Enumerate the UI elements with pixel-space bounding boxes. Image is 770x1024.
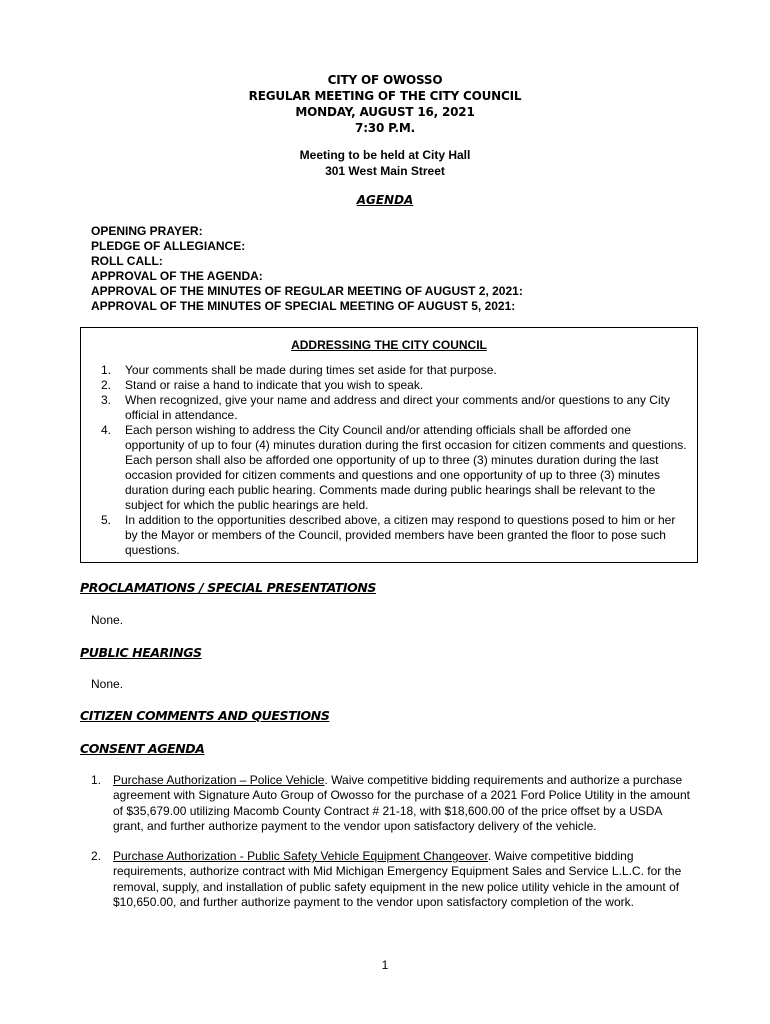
public-hearings-body: None. bbox=[91, 677, 124, 691]
meeting-date: MONDAY, AUGUST 16, 2021 bbox=[295, 105, 475, 119]
opening-item: PLEDGE OF ALLEGIANCE: bbox=[91, 239, 246, 253]
opening-item: APPROVAL OF THE MINUTES OF REGULAR MEETING OF AUGUST 2, 2021: bbox=[91, 284, 523, 298]
section-heading-public-hearings: PUBLIC HEARINGS bbox=[80, 645, 202, 660]
addressing-council-title: ADDRESSING THE CITY COUNCIL bbox=[291, 338, 487, 352]
list-item: 1. Purchase Authorization – Police Vehicle. Waive competitive bidding requirements and authorize a purchase agreement with Signature Auto Group of Owosso for the purchase of a 2021 Ford Police Utility in the amount of $35,679.00 utilizing Macomb County Contract # 21-18, with $18,600.00 of the price offset by a USDA grant, and further authorize payment to the vendor upon satisfactory delivery of the vehicle. bbox=[91, 773, 690, 833]
section-heading-proclamations: PROCLAMATIONS / SPECIAL PRESENTATIONS bbox=[80, 580, 377, 595]
opening-item: APPROVAL OF THE AGENDA: bbox=[91, 269, 263, 283]
list-item: 3. When recognized, give your name and address and direct your comments and/or questions to any City official in attendance. bbox=[101, 393, 670, 422]
list-item: 1. Your comments shall be made during times set aside for that purpose. bbox=[101, 363, 497, 377]
city-name: CITY OF OWOSSO bbox=[327, 73, 443, 87]
meeting-type: REGULAR MEETING OF THE CITY COUNCIL bbox=[248, 89, 522, 103]
opening-item: ROLL CALL: bbox=[91, 254, 163, 268]
list-item: 4. Each person wishing to address the City Council and/or attending officials shall be afforded one opportunity of up to four (4) minutes duration during the first occasion for citizen comments and questions. Each person shall also be afforded one opportunity of up to three (3) minutes duration during the last occasion provided for citizen comments and questions and one opportunity of up to three (3) minutes duration during each public hearing. Comments made during public hearings shall be relevant to the subject for which the public hearings are held. bbox=[101, 423, 687, 512]
meeting-time: 7:30 P.M. bbox=[355, 121, 415, 135]
meeting-address: 301 West Main Street bbox=[325, 164, 445, 178]
list-item: 2. Stand or raise a hand to indicate that you wish to speak. bbox=[101, 378, 424, 392]
list-item: 2. Purchase Authorization - Public Safety Vehicle Equipment Changeover. Waive competitive bidding requirements, authorize contract with Mid Michigan Emergency Equipment Sales and Service L.L.C. for the removal, supply, and installation of public safety equipment in the new police utility vehicle in the amount of $10,650.00, and further authorize payment to the vendor upon satisfactory completion of the work. bbox=[91, 849, 682, 910]
consent-agenda-list bbox=[91, 773, 691, 925]
addressing-rules-list bbox=[101, 363, 691, 558]
opening-item: OPENING PRAYER: bbox=[91, 224, 203, 238]
consent-item-title: Purchase Authorization – Police Vehicle bbox=[113, 773, 325, 787]
addressing-council-box bbox=[80, 327, 698, 563]
section-heading-consent-agenda: CONSENT AGENDA bbox=[80, 741, 205, 756]
page-number: 1 bbox=[381, 958, 389, 972]
section-heading-citizen-comments: CITIZEN COMMENTS AND QUESTIONS bbox=[80, 708, 330, 723]
meeting-location: Meeting to be held at City Hall bbox=[299, 148, 471, 162]
consent-item-text: . Waive competitive bidding requirements, authorize contract with Mid Michigan Emergency Equipment Sales and Service L.L.C. for the removal, supply, and installation of public safety equipment in the new police utility vehicle in the amount of $10,650.00, and further authorize payment to the vendor upon satisfactory completion of the work. bbox=[113, 849, 682, 910]
consent-item-title: Purchase Authorization - Public Safety Vehicle Equipment Changeover bbox=[113, 849, 488, 864]
proclamations-body: None. bbox=[91, 613, 124, 627]
list-item: 5. In addition to the opportunities described above, a citizen may respond to questions posed to him or her by the Mayor or members of the Council, provided members have been granted the floor to pose such questions. bbox=[101, 513, 676, 557]
agenda-title: AGENDA bbox=[356, 193, 414, 207]
opening-items bbox=[91, 224, 523, 314]
consent-item-text: . Waive competitive bidding requirements and authorize a purchase agreement with Signature Auto Group of Owosso for the purchase of a 2021 Ford Police Utility in the amount of $35,679.00 utilizing Macomb County Contract # 21-18, with $18,600.00 of the price offset by a USDA grant, and further authorize payment to the vendor upon satisfactory delivery of the vehicle. bbox=[113, 773, 690, 833]
opening-item: APPROVAL OF THE MINUTES OF SPECIAL MEETING OF AUGUST 5, 2021: bbox=[91, 299, 516, 313]
